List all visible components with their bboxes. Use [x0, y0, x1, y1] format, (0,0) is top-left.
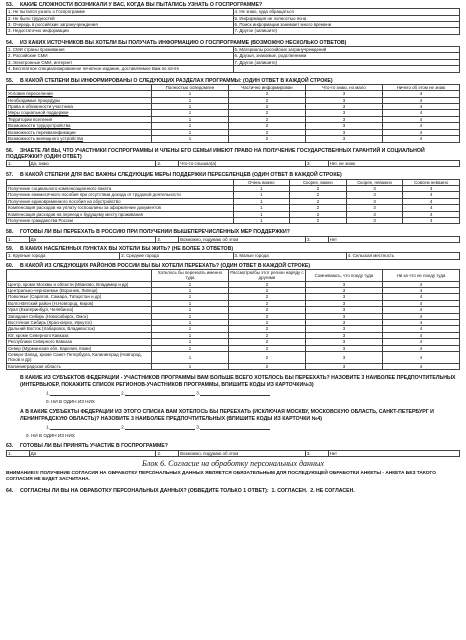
question-55-table — [6, 84, 460, 143]
answer-code[interactable]: 4 — [382, 320, 459, 326]
answer-option[interactable]: 7. Другое (запишите) — [233, 28, 460, 34]
answer-option[interactable]: 3. Малые города — [233, 253, 346, 259]
question-53-title: 53. КАКИЕ СЛОЖНОСТИ ВОЗНИКАЛИ У ВАС, КОГДА ВЫ ПЫТАЛИСЬ УЗНАТЬ О ГОСПРОГРАММЕ? — [6, 2, 263, 8]
answer-option[interactable]: 7. Другое (запишите) — [233, 59, 460, 65]
answer-option[interactable]: Возможно, подумаю об этом — [179, 236, 306, 242]
answer-code[interactable]: 1 — [151, 339, 228, 345]
column-header: Ничего об этом не знаю — [382, 84, 459, 90]
question-64-title: 64. СОГЛАСНЫ ЛИ ВЫ НА ОБРАБОТКУ ПЕРСОНАЛЬНЫХ ДАННЫХ? (ОБВЕДИТЕ ТОЛЬКО 1 ОТВЕТ): 1. СОГЛАСЕН. 2. НЕ СОГЛАСЕН. — [6, 487, 355, 494]
answer-code[interactable]: 1 — [151, 136, 228, 142]
question-62-none[interactable]: 0. НИ В ОДИН ИЗ НИХ — [26, 432, 75, 438]
answer-code[interactable]: 1 — [151, 123, 228, 129]
question-58-title: 58. ГОТОВЫ ЛИ ВЫ ПЕРЕЕХАТЬ В РОССИЮ ПРИ ПОЛУЧЕНИИ ВЫШЕПЕРЕЧИСЛЕННЫХ МЕР ПОДДЕРЖКИ? — [6, 229, 290, 236]
answer-option[interactable]: Нет — [328, 450, 459, 456]
answer-code[interactable]: 1 — [151, 363, 228, 369]
answer-code[interactable]: 3 — [305, 104, 382, 110]
answer-option[interactable]: 1. Крупные города — [7, 253, 120, 259]
answer-code[interactable]: 4 — [382, 332, 459, 338]
questionnaire-page — [6, 2, 460, 494]
column-header: Очень важно — [233, 179, 290, 185]
answer-code[interactable]: 3 — [305, 345, 382, 351]
answer-code[interactable]: 3 — [305, 281, 382, 287]
row-label: Компенсация расходов на переезд к будущему месту проживания — [7, 211, 234, 217]
answer-code[interactable]: 2 — [290, 185, 347, 191]
answer-code[interactable]: 3 — [305, 129, 382, 135]
answer-code[interactable]: 3 — [346, 205, 403, 211]
table-row — [7, 352, 460, 364]
column-header: Что-то знаю, но мало — [305, 84, 382, 90]
row-label: Калининградская область — [7, 363, 152, 369]
answer-option[interactable]: 4. Не знаю, куда обращаться — [233, 9, 460, 15]
answer-code[interactable]: 1 — [151, 320, 228, 326]
answer-option[interactable] — [233, 66, 460, 72]
answer-code[interactable]: 3 — [305, 320, 382, 326]
answer-code[interactable]: 1 — [233, 185, 290, 191]
answer-code[interactable]: 4 — [382, 363, 459, 369]
answer-code[interactable]: 4 — [382, 91, 459, 97]
answer-option[interactable]: 3. — [305, 160, 328, 166]
answer-code[interactable]: 2 — [228, 97, 305, 103]
row-label: Получение гражданства России — [7, 217, 234, 223]
answer-code[interactable]: 1 — [151, 326, 228, 332]
row-label: Возможность жилищного устройства — [7, 136, 152, 142]
question-54-title: 54. ИЗ КАКИХ ИСТОЧНИКОВ ВЫ ХОТЕЛИ БЫ ПОЛУЧАТЬ ИНФОРМАЦИЮ О ГОСПРОГРАММЕ (ВОЗМОЖНО НЕСКОЛЬКО ОТВЕТОВ) — [6, 39, 347, 46]
row-label: Условия переселения — [7, 91, 152, 97]
column-header: Сомневаюсь, что поеду туда — [305, 269, 382, 281]
question-62-slots: 1. 2. 3. — [6, 424, 460, 430]
answer-code[interactable]: 2 — [290, 198, 347, 204]
column-header: Совсем неважно — [403, 179, 460, 185]
question-53-table — [6, 8, 460, 35]
row-label: Северо-Запад, кроме Санкт-Петербурга, Калининград (Новгород, Псков и др) — [7, 352, 152, 364]
answer-option[interactable]: Что-то слышал(а) — [179, 160, 306, 166]
block-6-title: Блок 6. Согласие на обработку персональных данных — [142, 458, 324, 468]
answer-code[interactable]: 3 — [346, 217, 403, 223]
answer-code[interactable]: 4 — [382, 345, 459, 351]
answer-code[interactable]: 1 — [151, 313, 228, 319]
q61-slot-1-input[interactable] — [50, 390, 120, 396]
row-label: Центр, кроме Москвы и области (Иваново, Владимир и др) — [7, 281, 152, 287]
answer-option[interactable]: 1. Не пытался узнать о Госпрограмме — [7, 9, 234, 15]
row-label: Необходимые процедуры — [7, 97, 152, 103]
answer-code[interactable]: 1 — [151, 300, 228, 306]
question-55-title: 55. В КАКОЙ СТЕПЕНИ ВЫ ИНФОРМИРОВАНЫ О СЛЕДУЮЩИХ РАЗДЕЛАХ ПРОГРАММЫ: (ОДИН ОТВЕТ В КАЖДОЙ СТРОКЕ) — [6, 77, 333, 84]
table-row — [7, 217, 460, 223]
row-label: Права и обязанности участника — [7, 104, 152, 110]
row-label: Получение ежемесячного пособия при отсутствии дохода от трудовой деятельности — [7, 192, 234, 198]
answer-code[interactable]: 3 — [305, 300, 382, 306]
answer-code[interactable]: 4 — [382, 110, 459, 116]
row-label: Получение единовременного пособия на обустройство — [7, 198, 234, 204]
answer-code[interactable]: 4 — [403, 217, 460, 223]
answer-code[interactable]: 3 — [305, 97, 382, 103]
q64-option-agree[interactable]: 1. СОГЛАСЕН. — [271, 487, 308, 494]
row-label: Поволжье (Саратов, Самара, Татарстан и др) — [7, 294, 152, 300]
answer-code[interactable]: 2 — [228, 281, 305, 287]
answer-code[interactable]: 1 — [233, 205, 290, 211]
row-label: Западная Сибирь (Новосибирск, Омск) — [7, 313, 152, 319]
column-header: Скорее, важно — [290, 179, 347, 185]
answer-code[interactable]: 3 — [305, 110, 382, 116]
answer-code[interactable]: 4 — [382, 339, 459, 345]
question-57-table — [6, 179, 460, 225]
answer-option[interactable]: 6. Друзья, знакомые, родственники — [233, 53, 460, 59]
answer-code[interactable]: 4 — [382, 313, 459, 319]
answer-option[interactable]: Возможно, подумаю об этом — [179, 450, 306, 456]
answer-code[interactable]: 2 — [290, 205, 347, 211]
answer-option[interactable]: 3. Электронные СМИ, интернет — [7, 59, 234, 65]
column-header: Хотелось бы переехать именно туда — [151, 269, 228, 281]
answer-code[interactable]: 4 — [382, 123, 459, 129]
answer-code[interactable]: 4 — [403, 198, 460, 204]
answer-option[interactable]: 3. — [305, 450, 328, 456]
column-header: Скорее, неважно — [346, 179, 403, 185]
answer-option[interactable]: Нет, не знаю — [328, 160, 459, 166]
answer-code[interactable]: 2 — [228, 320, 305, 326]
question-63-options — [6, 450, 460, 457]
answer-code[interactable]: 1 — [151, 97, 228, 103]
answer-code[interactable]: 4 — [382, 104, 459, 110]
answer-code[interactable]: 4 — [382, 300, 459, 306]
row-label: Меры социальной поддержки — [7, 110, 152, 116]
answer-code[interactable]: 2 — [228, 313, 305, 319]
answer-code[interactable]: 4 — [382, 326, 459, 332]
answer-code[interactable]: 2 — [228, 300, 305, 306]
row-label: Юг, кроме Северного Кавказа — [7, 332, 152, 338]
answer-option[interactable]: 2. — [156, 450, 179, 456]
answer-code[interactable]: 3 — [305, 116, 382, 122]
answer-code[interactable]: 4 — [382, 129, 459, 135]
answer-option[interactable]: 4. Бесплатное специализированное печатное издание, доставляемое Вам по почте — [7, 66, 234, 72]
answer-code[interactable]: 3 — [346, 185, 403, 191]
question-62-title: А В КАКИЕ СУБЪЕКТЫ ФЕДЕРАЦИИ ИЗ ЭТОГО СПИСКА ВАМ ХОТЕЛОСЬ БЫ ПЕРЕЕХАТЬ (ИСКЛЮЧАЯ МОСКВУ, МОСКОВСКУЮ ОБЛАСТЬ, САНКТ-ПЕТЕРБУРГ И ЛЕНИНГРАДСКУЮ ОБЛАСТЬ)? НАЗОВИТЕ 3 НАИБОЛЕЕ ПРЕДПОЧТИТЕЛЬНЫХ (ВПИШИТЕ КОДЫ ИЗ КАРТОЧКИ №4) — [20, 409, 434, 422]
answer-code[interactable]: 2 — [228, 136, 305, 142]
answer-option[interactable]: Да — [29, 236, 156, 242]
answer-code[interactable]: 4 — [382, 136, 459, 142]
answer-code[interactable]: 2 — [228, 91, 305, 97]
answer-code[interactable]: 4 — [382, 97, 459, 103]
question-63-title: 63. ГОТОВЫ ЛИ ВЫ ПРИНЯТЬ УЧАСТИЕ В ГОСПРОГРАММЕ? — [6, 443, 168, 450]
answer-code[interactable]: 2 — [228, 110, 305, 116]
answer-code[interactable]: 4 — [382, 352, 459, 364]
row-label: Центрально-черноземье (Воронеж, Липецк) — [7, 288, 152, 294]
question-61-slots: 1. 2. 3. — [6, 390, 460, 396]
answer-code[interactable]: 2 — [228, 123, 305, 129]
answer-option[interactable]: Да, знаю — [29, 160, 156, 166]
table-header-row — [7, 269, 460, 281]
answer-option[interactable]: 1. СМИ страны проживания — [7, 47, 234, 53]
question-59-title: 59. В КАКИХ НАСЕЛЕННЫХ ПУНКТАХ ВЫ ХОТЕЛИ БЫ ЖИТЬ? (НЕ БОЛЕЕ 3 ОТВЕТОВ) — [6, 245, 234, 252]
answer-code[interactable]: 2 — [228, 307, 305, 313]
answer-code[interactable]: 2 — [228, 339, 305, 345]
answer-code[interactable]: 2 — [228, 326, 305, 332]
answer-code[interactable]: 2 — [228, 345, 305, 351]
answer-option[interactable]: 1. — [7, 160, 30, 166]
answer-code[interactable]: 3 — [305, 332, 382, 338]
q62-slot-3-input[interactable] — [200, 424, 270, 430]
answer-option[interactable]: 4. Сельская местность — [346, 253, 459, 259]
question-54-table — [6, 46, 460, 73]
answer-code[interactable]: 2 — [228, 288, 305, 294]
answer-code[interactable]: 1 — [151, 110, 228, 116]
answer-option[interactable]: 5. Материалы российских загранучреждений — [233, 47, 460, 53]
answer-code[interactable]: 2 — [228, 294, 305, 300]
answer-code[interactable]: 3 — [305, 123, 382, 129]
answer-code[interactable]: 3 — [305, 136, 382, 142]
answer-code[interactable]: 1 — [151, 129, 228, 135]
answer-code[interactable]: 4 — [403, 205, 460, 211]
answer-code[interactable]: 4 — [403, 192, 460, 198]
row-label: Дальний Восток (Хабаровск, Владивосток) — [7, 326, 152, 332]
answer-option[interactable]: 6. Поиск информации занимает много времени — [233, 22, 460, 28]
answer-code[interactable]: 4 — [403, 211, 460, 217]
answer-code[interactable]: 3 — [305, 339, 382, 345]
answer-code[interactable]: 2 — [228, 363, 305, 369]
answer-code[interactable]: 4 — [382, 307, 459, 313]
answer-code[interactable]: 2 — [228, 104, 305, 110]
answer-option[interactable]: Нет — [328, 236, 459, 242]
answer-code[interactable]: 1 — [151, 332, 228, 338]
question-58-options — [6, 236, 460, 243]
answer-code[interactable]: 4 — [382, 288, 459, 294]
answer-option[interactable]: 2. Средние города — [120, 253, 233, 259]
answer-code[interactable]: 1 — [233, 211, 290, 217]
row-label: Север (Мурманская обл, Карелия, Коми) — [7, 345, 152, 351]
question-57-title: 57. В КАКОЙ СТЕПЕНИ ДЛЯ ВАС ВАЖНЫ СЛЕДУЮЩИЕ МЕРЫ ПОДДЕРЖКИ ПЕРЕСЕЛЕНЦЕВ (ОДИН ОТВЕТ В КАЖДОЙ СТРОКЕ) — [6, 172, 342, 179]
column-header: Рассмотрю/бы этот регион наряду с другими — [230, 269, 304, 281]
answer-option[interactable]: 3. Очередь в российские загранучреждения — [7, 22, 234, 28]
column-header — [7, 269, 152, 281]
answer-option[interactable]: Да — [29, 450, 156, 456]
answer-code[interactable]: 2 — [228, 352, 305, 364]
answer-code[interactable]: 1 — [151, 307, 228, 313]
answer-option[interactable]: 1. — [7, 450, 30, 456]
answer-code[interactable]: 3 — [305, 307, 382, 313]
answer-code[interactable]: 1 — [151, 352, 228, 364]
answer-code[interactable]: 3 — [305, 91, 382, 97]
q61-slot-3-input[interactable] — [200, 390, 270, 396]
row-label: Возможность переквалификации — [7, 129, 152, 135]
question-61-title: В КАКИЕ ИЗ СУБЪЕКТОВ ФЕДЕРАЦИИ - УЧАСТНИКОВ ПРОГРАММЫ ВАМ БОЛЬШЕ ВСЕГО ХОТЕЛОСЬ БЫ ПЕРЕЕХАТЬ? НАЗОВИТЕ 3 НАИБОЛЕЕ ПРЕДПОЧТИТЕЛЬНЫХ (ИНТЕРВЬЮЕР, ПОКАЖИТЕ СПИСОК РЕГИОНОВ-УЧАСТНИКОВ ПРОГРАММЫ, ВПИШИТЕ КОДЫ ИЗ КАРТОЧКИ№3) — [20, 375, 456, 388]
column-header: Полностью осведомлен — [151, 84, 228, 90]
answer-option[interactable]: 3. Недостаточно информации — [7, 28, 234, 34]
answer-code[interactable]: 4 — [403, 185, 460, 191]
row-label: Волго-Вятский район (Н.Новгород, Киров) — [7, 300, 152, 306]
row-label: Возможности трудоустройства — [7, 123, 152, 129]
table-row — [7, 363, 460, 369]
answer-code[interactable]: 1 — [151, 288, 228, 294]
answer-code[interactable]: 2 — [290, 217, 347, 223]
column-header: Частично информирован — [228, 84, 305, 90]
answer-code[interactable]: 1 — [233, 192, 290, 198]
answer-code[interactable]: 3 — [305, 288, 382, 294]
row-label: Территории вселения — [7, 116, 152, 122]
answer-option[interactable]: 2. — [156, 160, 179, 166]
answer-code[interactable]: 1 — [151, 116, 228, 122]
column-header: Ни за что не поеду туда — [382, 269, 459, 281]
q61-slot-2-input[interactable] — [125, 390, 195, 396]
row-label: Компенсация расходов на уплату госпошлины за оформление документов — [7, 205, 234, 211]
answer-code[interactable]: 4 — [382, 281, 459, 287]
question-56-title: 56. ЗНАЕТЕ ЛИ ВЫ, ЧТО УЧАСТНИКИ ГОСПРОГРАММЫ И ЧЛЕНЫ ЕГО СЕМЬИ ИМЕЮТ ПРАВО НА ПОЛУЧЕНИЕ ГОСУДАРСТВЕННЫХ ГАРАНТИЙ И СОЦИАЛЬНОЙ ПОДДЕРЖКИ? (ОДИН ОТВЕТ) — [6, 147, 425, 160]
table-row — [7, 136, 460, 142]
question-61-none[interactable]: 0. НИ В ОДИН ИЗ НИХ — [46, 398, 95, 404]
answer-code[interactable]: 1 — [151, 104, 228, 110]
row-label: Республики Северного Кавказа — [7, 339, 152, 345]
table-row — [7, 66, 460, 72]
answer-code[interactable]: 2 — [290, 192, 347, 198]
answer-code[interactable]: 3 — [305, 352, 382, 364]
q62-slot-1-input[interactable] — [50, 424, 120, 430]
answer-code[interactable]: 3 — [346, 192, 403, 198]
row-label: Восточная Сибирь (Красноярск, Иркутск) — [7, 320, 152, 326]
answer-code[interactable]: 1 — [151, 281, 228, 287]
answer-code[interactable]: 1 — [233, 217, 290, 223]
question-56-options — [6, 160, 460, 167]
answer-option[interactable]: 1. — [7, 236, 30, 242]
answer-option[interactable]: 5. Информация не полностью ясна — [233, 15, 460, 21]
answer-code[interactable]: 1 — [233, 198, 290, 204]
answer-code[interactable]: 3 — [305, 363, 382, 369]
answer-code[interactable]: 1 — [151, 91, 228, 97]
answer-option[interactable]: 2. Российские СМИ — [7, 53, 234, 59]
question-60-table — [6, 269, 460, 371]
answer-code[interactable]: 1 — [151, 294, 228, 300]
answer-code[interactable]: 3 — [305, 313, 382, 319]
answer-code[interactable]: 3 — [305, 326, 382, 332]
answer-code[interactable]: 3 — [305, 294, 382, 300]
answer-code[interactable]: 4 — [382, 294, 459, 300]
answer-code[interactable]: 2 — [290, 211, 347, 217]
answer-code[interactable]: 1 — [151, 345, 228, 351]
row-label: Получение социального компенсационного пакета — [7, 185, 234, 191]
answer-code[interactable]: 4 — [382, 116, 459, 122]
answer-code[interactable]: 3 — [346, 198, 403, 204]
q62-slot-2-input[interactable] — [125, 424, 195, 430]
question-60-title: 60. В КАКОЙ ИЗ СЛЕДУЮЩИХ РАЙОНОВ РОССИИ ВЫ БЫ ХОТЕЛИ ПЕРЕЕХАТЬ? (ОДИН ОТВЕТ В КАЖДОЙ СТРОКЕ) — [6, 262, 311, 269]
answer-option[interactable]: 2. Не было трудностей — [7, 15, 234, 21]
question-59-options — [6, 252, 460, 259]
answer-code[interactable]: 3 — [346, 211, 403, 217]
answer-code[interactable]: 2 — [228, 332, 305, 338]
q64-option-disagree[interactable]: 2. НЕ СОГЛАСЕН. — [310, 487, 355, 494]
answer-option[interactable]: 3. — [305, 236, 328, 242]
answer-option[interactable]: 2. — [156, 236, 179, 242]
table-row — [7, 28, 460, 34]
answer-code[interactable]: 2 — [228, 116, 305, 122]
answer-code[interactable]: 2 — [228, 129, 305, 135]
block-6-warning: ВНИМАНИЕ!!! ПОЛУЧЕНИЕ СОГЛАСИЯ НА ОБРАБОТКУ ПЕРСОНАЛЬНЫХ ДАННЫХ ЯВЛЯЕТСЯ ОБЯЗАТЕЛЬНЫМ ДЛЯ ПОСЛЕДУЮЩЕЙ ОБРАБОТКИ АНКЕТЫ - АНКЕТА БЕЗ ТАКОГО СОГЛАСИЯ НЕ БУДЕТ ЗАСЧИТАНА. — [6, 470, 436, 482]
row-label: Урал (Екатеринбург, Челябинск) — [7, 307, 152, 313]
